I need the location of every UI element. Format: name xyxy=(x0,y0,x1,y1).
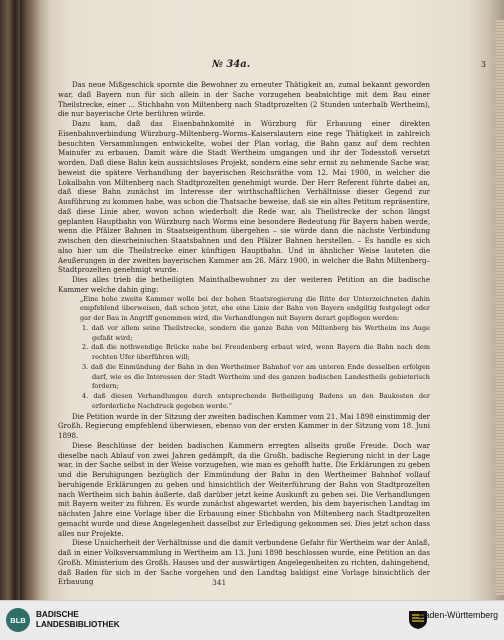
page-number: 3 xyxy=(480,60,486,69)
paragraph: Das neue Mißgeschick spornte die Bewohner zu erneuter Thätigkeit an, zumal bekannt geworden war, daß Bayern nun für sich allein in der Sache vorzugehen beabsichtige mit dem Bau einer Theilstrecke, einer ... Stichbahn von Miltenberg nach Stadtprozelten (2 Stunden unterhalb Wertheim), die nur bayerische Orte berühren würde. xyxy=(58,80,430,119)
list-item: 3. daß die Einmündung der Bahn in den Wertheimer Bahnhof vor am unteren Ende desselben erfolgen darf, wie es die Interessen der Stadt Wertheim und des ganzen badischen Landestheils gebieterisch fordern; xyxy=(82,362,430,391)
paragraph: Dies alles trieb die betheiligten Mainthalbewohner zu der weiteren Petition an die badische Kammer welche dahin ging: xyxy=(58,275,430,294)
page-edges xyxy=(495,20,504,595)
footer-bar xyxy=(0,600,504,640)
list-item: 1. daß vor allem seine Theilstrecke, sondern die ganze Bahn von Miltenberg bis Wertheim ins Auge gefaßt wird; xyxy=(82,323,430,342)
paragraph: Diese Unsicherheit der Verhältnisse und die damit verbundene Gefahr für Wertheim war der Anlaß, daß in einer Volksversammlung in Wertheim am 13. Juni 1898 beschlossen wurde, eine Petition an das Großh. Ministerium des Großh. Hauses und der auswärtigen Angelegenheiten zu richten, dahingehend, daß Baden für sich in der Sache vorgehen und den Landtag baldigst eine Vorlage hinsichtlich der Erbauung xyxy=(58,538,430,587)
paragraph: Die Petition wurde in der Sitzung der zweiten badischen Kammer vom 21. Mai 1898 einstimmig der Großh. Regierung empfehlend überwiesen, ebenso von der ersten Kammer in der Sitzung vom 18. Juni 1898. xyxy=(58,411,430,440)
footer-number: 341 xyxy=(212,578,227,587)
numbered-list xyxy=(82,324,430,412)
petition-quote xyxy=(80,295,430,324)
body-text xyxy=(58,80,430,587)
document-page xyxy=(22,60,492,612)
library-name-line1: BADISCHE xyxy=(36,610,79,619)
list-item: 2. daß die nothwendige Brücke nahe bei Freudenberg erbaut wird, wenn Bayern die Bahn nach dem rechten Ufer überführen will; xyxy=(82,343,430,361)
book-spine xyxy=(0,0,20,600)
list-item: 4. daß diesen Verhandlungen durch entsprechende Betheiligung Badens an den Baukosten der erforderliche Nachdruck gegeben werde.“ xyxy=(82,392,430,410)
document-number: № 34a. xyxy=(212,59,251,70)
paragraph: Dazu kam, daß das Eisenbahnkomité in Würzburg für Erbauung einer direkten Eisenbahnverbindung Würzburg–Miltenberg–Worms–Kaiserslautern eine rege Thätigkeit in zahlreich besuchten Versammlungen entwickelte, wobei der Plan vorlag, die Bahn ganz auf dem rechten Mainufer zu erbauen. Damit wäre die Stadt Wertheim umgangen und ihr der Todesstoß versetzt worden. Daß diese Bahn kein aussichtsloses Projekt, sondern eine sehr ernst zu nehmende Sache war, beweist die spätere Verhandlung der bayerischen Reichsräthe vom 12. Mai 1900, in welcher die Lokalbahn von Miltenberg nach Stadtprozelten genehmigt wurde. Der Herr Referent führte dabei an, daß diese Bahn zunächst im Interesse der wirthschaftlichen Verhältnisse dieser Gegend zur Ausführung zu kommen habe, was schon die Thatsache beweise, daß sie ein altes Petitum repräsentire, daß diese Linie aber, wovon schon wiederholt die Rede war, als Theilstrecke der schon längst geplanten Hauptbahn von Würzburg nach Worms eine besondere Bedeutung für Bayern haben werde, wenn die Pfälzer Bahnen in Staatseigenthum übergehen – sie würde dann die nächste Verbindung zwischen den diesrheinischen Staatsbahnen und den Pfälzer Bahnen herstellen. – Es handle es sich also hier um die Theilstrecke einer künftigen Hauptbahn. Und in ähnlicher Weise lauteten die Aeußerungen in der zweiten bayerischen Kammer am 26. März 1900, in welcher die Bahn Miltenberg–Stadtprozelten genehmigt wurde. xyxy=(58,119,430,275)
quote-text: „Eine hohe zweite Kammer wolle bei der hohen Staatsregierung die Bitte der Unterzeichneten dahin empfehlend überweisen, daß schon jetzt, ehe eine Linie der Bahn von Bayern endgiltig festgelegt oder gar der Bau in Angriff genommen wird, die Verhandlungen mit Bayern derart gepflogen werden: xyxy=(80,294,430,322)
blb-logo[interactable]: BLB xyxy=(6,608,30,632)
library-name-line2: LANDESBIBLIOTHEK xyxy=(36,620,120,629)
paragraph: Diese Beschlüsse der beiden badischen Kammern erregten allseits große Freude. Doch war dieselbe nach Ablauf von zwei Jahren gedämpft, da die Großh. badische Regierung nicht in der Lage war, in der Sache selbst in der Weise vorzugehen, wie man es gehofft hatte. Die Erklärungen zu geben und die Beruhigungen bezüglich der Einmündung der Bahn in den Wertheimer Bahnhof vollauf beruhigende Erklärungen zu geben und hinsichtlich der Weiterführung der Bahn von Stadtprozelten nach Wertheim sich bahin äußerte, daß darüber jetzt keine Auskunft zu geben sei. Die Verhandlungen mit Bayern weiter zu führen. Es wurde zunächst abgewartet werden, bis dem bayerischen Landtag im nächsten Jahre eine Vorlage über die Erbauung einer Stichbahn von Miltenberg nach Stadtprozelten gemacht wurde und diese Angelegenheit dasselbst zur Erledigung gekommen sei. Dies jetzt schon dass alles nur Projekte. xyxy=(58,440,430,538)
library-name[interactable] xyxy=(36,610,120,630)
state-name[interactable]: Baden-Württemberg xyxy=(418,610,498,620)
